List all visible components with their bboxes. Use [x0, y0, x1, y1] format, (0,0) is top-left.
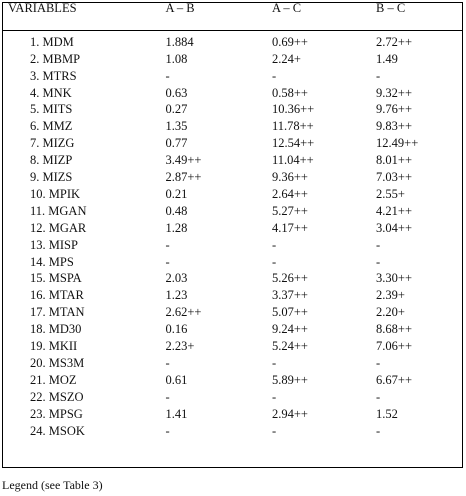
a-c-cell: 4.17++ — [271, 220, 308, 235]
table-row — [0, 355, 466, 372]
a-b-cell: 0.48 — [165, 203, 188, 218]
b-c-cell: 7.03++ — [376, 170, 412, 185]
table-row — [0, 270, 466, 287]
b-c-cell: 9.32++ — [376, 85, 412, 100]
table-row — [0, 372, 466, 389]
table-row — [0, 287, 466, 304]
variable-cell: 13. MISP — [30, 237, 78, 252]
variable-cell: 18. MD30 — [30, 322, 82, 337]
table-row — [0, 220, 466, 237]
a-b-cell: - — [165, 356, 170, 371]
header-variables: VARIABLES — [8, 1, 77, 15]
b-c-cell: - — [376, 68, 381, 83]
variable-cell: 1. MDM — [30, 34, 74, 49]
a-c-cell: 12.54++ — [271, 136, 315, 151]
variable-cell: 12. MGAR — [30, 220, 87, 235]
variable-cell: 19. MKII — [30, 339, 78, 354]
a-b-cell: 2.23+ — [165, 339, 195, 354]
a-b-cell: 1.28 — [165, 220, 188, 235]
b-c-cell: 9.83++ — [376, 119, 412, 134]
table-row — [0, 406, 466, 423]
table-row — [0, 68, 466, 85]
variable-cell: 23. MPSG — [30, 406, 83, 421]
table-header-row — [0, 0, 466, 17]
a-b-cell: - — [165, 68, 170, 83]
table-row — [0, 304, 466, 321]
table-row — [0, 338, 466, 355]
a-c-cell: 11.04++ — [271, 153, 314, 168]
table-row — [0, 254, 466, 271]
variable-cell: 14. MPS — [30, 254, 74, 269]
b-c-cell: 2.55+ — [376, 186, 405, 201]
a-b-cell: 1.23 — [165, 288, 188, 303]
variable-cell: 15. MSPA — [30, 271, 82, 286]
b-c-cell: - — [376, 254, 381, 269]
b-c-cell: 1.49 — [376, 51, 398, 66]
a-b-cell: 1.41 — [165, 406, 188, 421]
variable-cell: 17. MTAN — [30, 305, 85, 320]
b-c-cell: 3.04++ — [376, 220, 412, 235]
a-b-cell: - — [165, 254, 170, 269]
b-c-cell: 2.39+ — [376, 288, 405, 303]
a-b-cell: 0.21 — [165, 186, 188, 201]
a-b-cell: - — [165, 237, 170, 252]
a-c-cell: 5.24++ — [271, 339, 308, 354]
a-b-cell: 1.884 — [165, 34, 194, 49]
variable-cell: 20. MS3M — [30, 356, 85, 371]
header-a-b: A – B — [165, 1, 195, 15]
a-c-cell: 9.24++ — [271, 322, 308, 337]
variable-cell: 24. MSOK — [30, 423, 85, 438]
a-c-cell: 5.27++ — [271, 203, 308, 218]
b-c-cell: 2.20+ — [376, 305, 405, 320]
variable-cell: 21. MOZ — [30, 372, 77, 387]
a-b-cell: 1.35 — [165, 119, 188, 134]
a-c-cell: 0.69++ — [271, 34, 308, 49]
b-c-cell: 2.72++ — [376, 34, 412, 49]
a-b-cell: 0.61 — [165, 372, 188, 387]
a-c-cell: 2.64++ — [271, 186, 308, 201]
variable-cell: 10. MPIK — [30, 186, 81, 201]
table-row — [0, 101, 466, 118]
a-b-cell: 3.49++ — [165, 153, 202, 168]
variable-cell: 7. MIZG — [30, 136, 75, 151]
b-c-cell: 1.52 — [376, 406, 398, 421]
a-b-cell: 1.08 — [165, 51, 188, 66]
a-b-cell: 0.27 — [165, 102, 188, 117]
a-c-cell: 3.37++ — [271, 288, 308, 303]
b-c-cell: - — [376, 423, 381, 438]
a-b-cell: - — [165, 389, 170, 404]
a-c-cell: 5.26++ — [271, 271, 308, 286]
table-row — [0, 423, 466, 440]
b-c-cell: 8.68++ — [376, 322, 412, 337]
a-c-cell: 5.89++ — [271, 372, 308, 387]
variable-cell: 5. MITS — [30, 102, 73, 117]
table-row — [0, 186, 466, 203]
a-b-cell: 2.62++ — [165, 305, 202, 320]
variable-cell: 8. MIZP — [30, 153, 73, 168]
b-c-cell: 9.76++ — [376, 102, 412, 117]
a-c-cell: - — [271, 356, 277, 371]
header-b-c: B – C — [376, 1, 406, 15]
a-b-cell: 2.03 — [165, 271, 188, 286]
b-c-cell: 12.49++ — [376, 136, 419, 151]
a-b-cell: 0.63 — [165, 85, 188, 100]
b-c-cell: 7.06++ — [376, 339, 412, 354]
legend-note: Legend (see Table 3) — [2, 478, 103, 492]
variable-cell: 6. MMZ — [30, 119, 73, 134]
table-row — [0, 169, 466, 186]
a-c-cell: 0.58++ — [271, 85, 308, 100]
a-c-cell: 2.94++ — [271, 406, 308, 421]
b-c-cell: 3.30++ — [376, 271, 412, 286]
a-c-cell: 10.36++ — [271, 102, 315, 117]
variable-cell: 22. MSZO — [30, 389, 84, 404]
variable-cell: 11. MGAN — [30, 203, 87, 218]
a-b-cell: 0.77 — [165, 136, 188, 151]
table-row — [0, 51, 466, 68]
table-row — [0, 152, 466, 169]
a-b-cell: - — [165, 423, 170, 438]
a-c-cell: - — [271, 254, 277, 269]
table-body — [0, 17, 466, 440]
table-row — [0, 85, 466, 102]
variable-cell: 4. MNK — [30, 85, 72, 100]
variable-cell: 2. MBMP — [30, 51, 81, 66]
a-c-cell: - — [271, 68, 277, 83]
a-c-cell: 11.78++ — [271, 119, 314, 134]
a-c-cell: 9.36++ — [271, 170, 308, 185]
header-a-c: A – C — [271, 1, 302, 15]
table-row — [0, 34, 466, 51]
table-row — [0, 389, 466, 406]
a-c-cell: - — [271, 423, 277, 438]
variable-cell: 3. MTRS — [30, 68, 77, 83]
a-c-cell: 5.07++ — [271, 305, 308, 320]
b-c-cell: - — [376, 356, 381, 371]
a-c-cell: - — [271, 237, 277, 252]
variable-cell: 16. MTAR — [30, 288, 84, 303]
table-row — [0, 321, 466, 338]
b-c-cell: - — [376, 237, 381, 252]
table-row — [0, 135, 466, 152]
b-c-cell: - — [376, 389, 381, 404]
b-c-cell: 4.21++ — [376, 203, 412, 218]
a-b-cell: 0.16 — [165, 322, 188, 337]
a-b-cell: 2.87++ — [165, 170, 202, 185]
table-row — [0, 203, 466, 220]
b-c-cell: 8.01++ — [376, 153, 412, 168]
variable-cell: 9. MIZS — [30, 170, 73, 185]
a-c-cell: - — [271, 389, 277, 404]
a-c-cell: 2.24+ — [271, 51, 301, 66]
table-row — [0, 118, 466, 135]
b-c-cell: 6.67++ — [376, 372, 412, 387]
table-row — [0, 237, 466, 254]
